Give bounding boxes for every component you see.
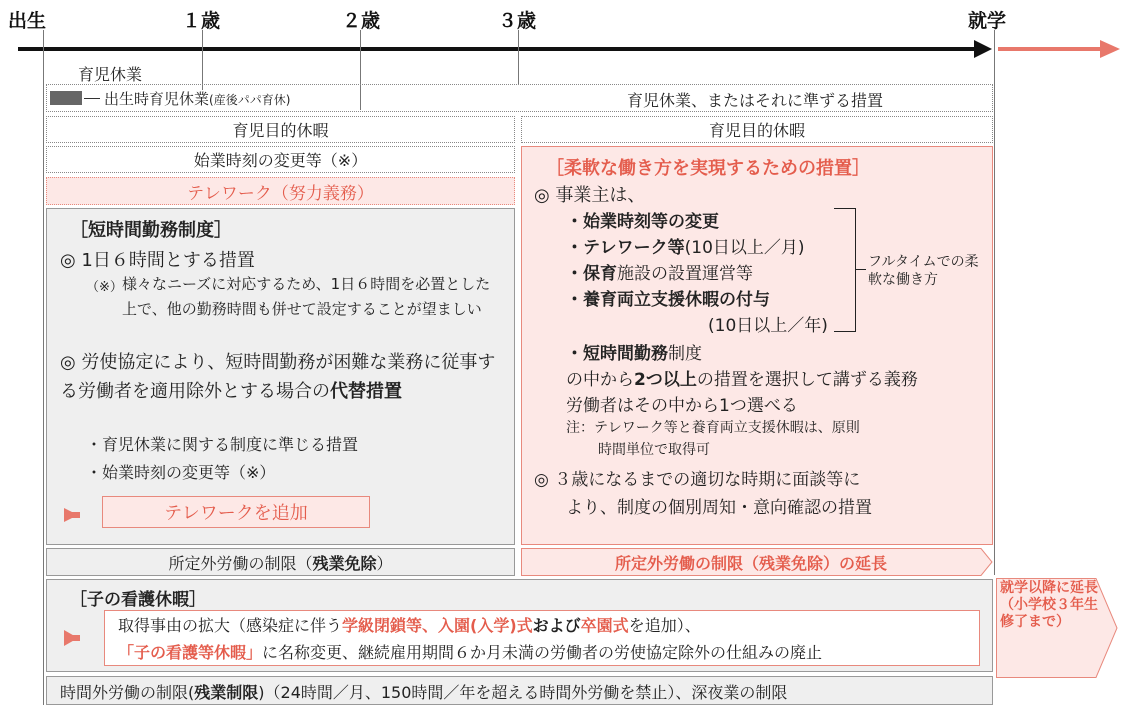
age1-line [202, 30, 203, 90]
short-hours-note-mark: （※） [86, 280, 123, 295]
label-age-2: ２歳 [342, 10, 381, 32]
flexible-choose: の中から2つ以上の措置を選択して講ずる義務 [566, 370, 918, 390]
nursing-line1: 取得事由の拡大（感染症に伴う学級閉鎖等、入園(入学)式および卒園式を追加）、 [118, 616, 701, 635]
school-line [994, 30, 995, 575]
flexible-choose-line2: 労働者はその中から1つ選べる [566, 396, 798, 416]
overtime-left: 所定外労働の制限（ 残業免除 ） [46, 548, 515, 576]
purpose-leave-right: 育児目的休暇 [521, 116, 993, 143]
childcare-leave-header: 育児休業 [78, 65, 143, 84]
birth-leave-connector [84, 98, 100, 99]
age3-line [518, 30, 519, 84]
flexible-intro: ◎ 事業主は、 [534, 185, 646, 206]
bracket-tick [856, 269, 866, 270]
short-hours-item2: ◎ 労使協定により、短時間勤務が困難な業務に従事する労働者を適用除外とする場合の代替措置 [60, 352, 496, 402]
flexible-interview2: より、制度の個別周知・意向確認の措置 [566, 498, 872, 518]
start-time-change: 始業時刻の変更等（※） [46, 146, 515, 173]
flexible-note2: 時間単位で取得可 [598, 442, 710, 458]
leave-or-equivalent: 育児休業、またはそれに準ずる措置 [626, 91, 883, 110]
flexible-title: ［柔軟な働き方を実現するための措置］ [546, 158, 870, 179]
flexible-opt2: ・テレワーク等(10日以上／月) [566, 238, 805, 258]
extension-arrow-shaft [998, 47, 1103, 51]
flexible-opt4-detail: (10日以上／年) [708, 316, 828, 336]
flexible-interview1: ◎ ３歳になるまでの適切な時期に面談等に [534, 470, 861, 490]
purpose-leave-left: 育児目的休暇 [46, 116, 515, 143]
flexible-opt1: ・始業時刻等の変更 [566, 212, 719, 232]
add-arrow-shaft [64, 512, 80, 518]
overtime-limit-text: 時間外労働の制限(残業制限)（24時間／月、150時間／年を超える時間外労働を禁止）、深夜業の制限 [60, 683, 788, 702]
birth-line [43, 30, 44, 705]
telework-add-badge: テレワークを追加 [102, 496, 370, 528]
short-hours-item1: ◎ 1日６時間とする措置 [60, 250, 255, 271]
nursing-arrow-shaft [64, 635, 80, 641]
extension-arrow-head [1100, 40, 1120, 58]
flexible-opt5: ・短時間勤務制度 [566, 344, 702, 364]
nursing-title: ［子の看護休暇］ [70, 590, 206, 610]
label-birth: 出生 [8, 10, 47, 32]
short-hours-sub2: ・始業時刻の変更等（※） [86, 463, 276, 482]
overtime-right: 所定外労働の制限（残業免除）の延長 [614, 553, 887, 573]
label-school: 就学 [968, 10, 1007, 32]
telework-effort: テレワーク（努力義務） [46, 177, 515, 205]
label-age-3: ３歳 [498, 10, 537, 32]
timeline-arrow-head [974, 40, 992, 58]
bracket-label: フルタイムでの柔軟な働き方 [868, 254, 979, 288]
birth-leave-bar [50, 91, 82, 105]
timeline-arrow-shaft [18, 47, 978, 51]
short-hours-title: ［短時間勤務制度］ [70, 220, 232, 241]
flexible-note1: 注：テレワーク等と養育両立支援休暇は、原則 [566, 420, 860, 436]
flexible-opt3: ・保育施設の設置運営等 [566, 264, 753, 284]
label-age-1: １歳 [182, 10, 221, 32]
options-bracket [834, 208, 856, 332]
nursing-extension: 就学以降に延長（小学校３年生修了まで） [1000, 580, 1098, 630]
flexible-opt4: ・養育両立支援休暇の付与 [566, 290, 770, 310]
birth-leave-label: 出生時育児休業(産後パパ育休) [104, 90, 291, 108]
nursing-line2: 「子の看護等休暇」に名称変更、継続雇用期間６か月未満の労働者の労使協定除外の仕組みの廃止 [118, 643, 823, 662]
short-hours-sub1: ・育児休業に関する制度に準じる措置 [86, 435, 359, 454]
short-hours-note: 様々なニーズに対応するため、1日６時間を必置とした上で、他の勤務時間も併せて設定することが望ましい [122, 275, 491, 318]
